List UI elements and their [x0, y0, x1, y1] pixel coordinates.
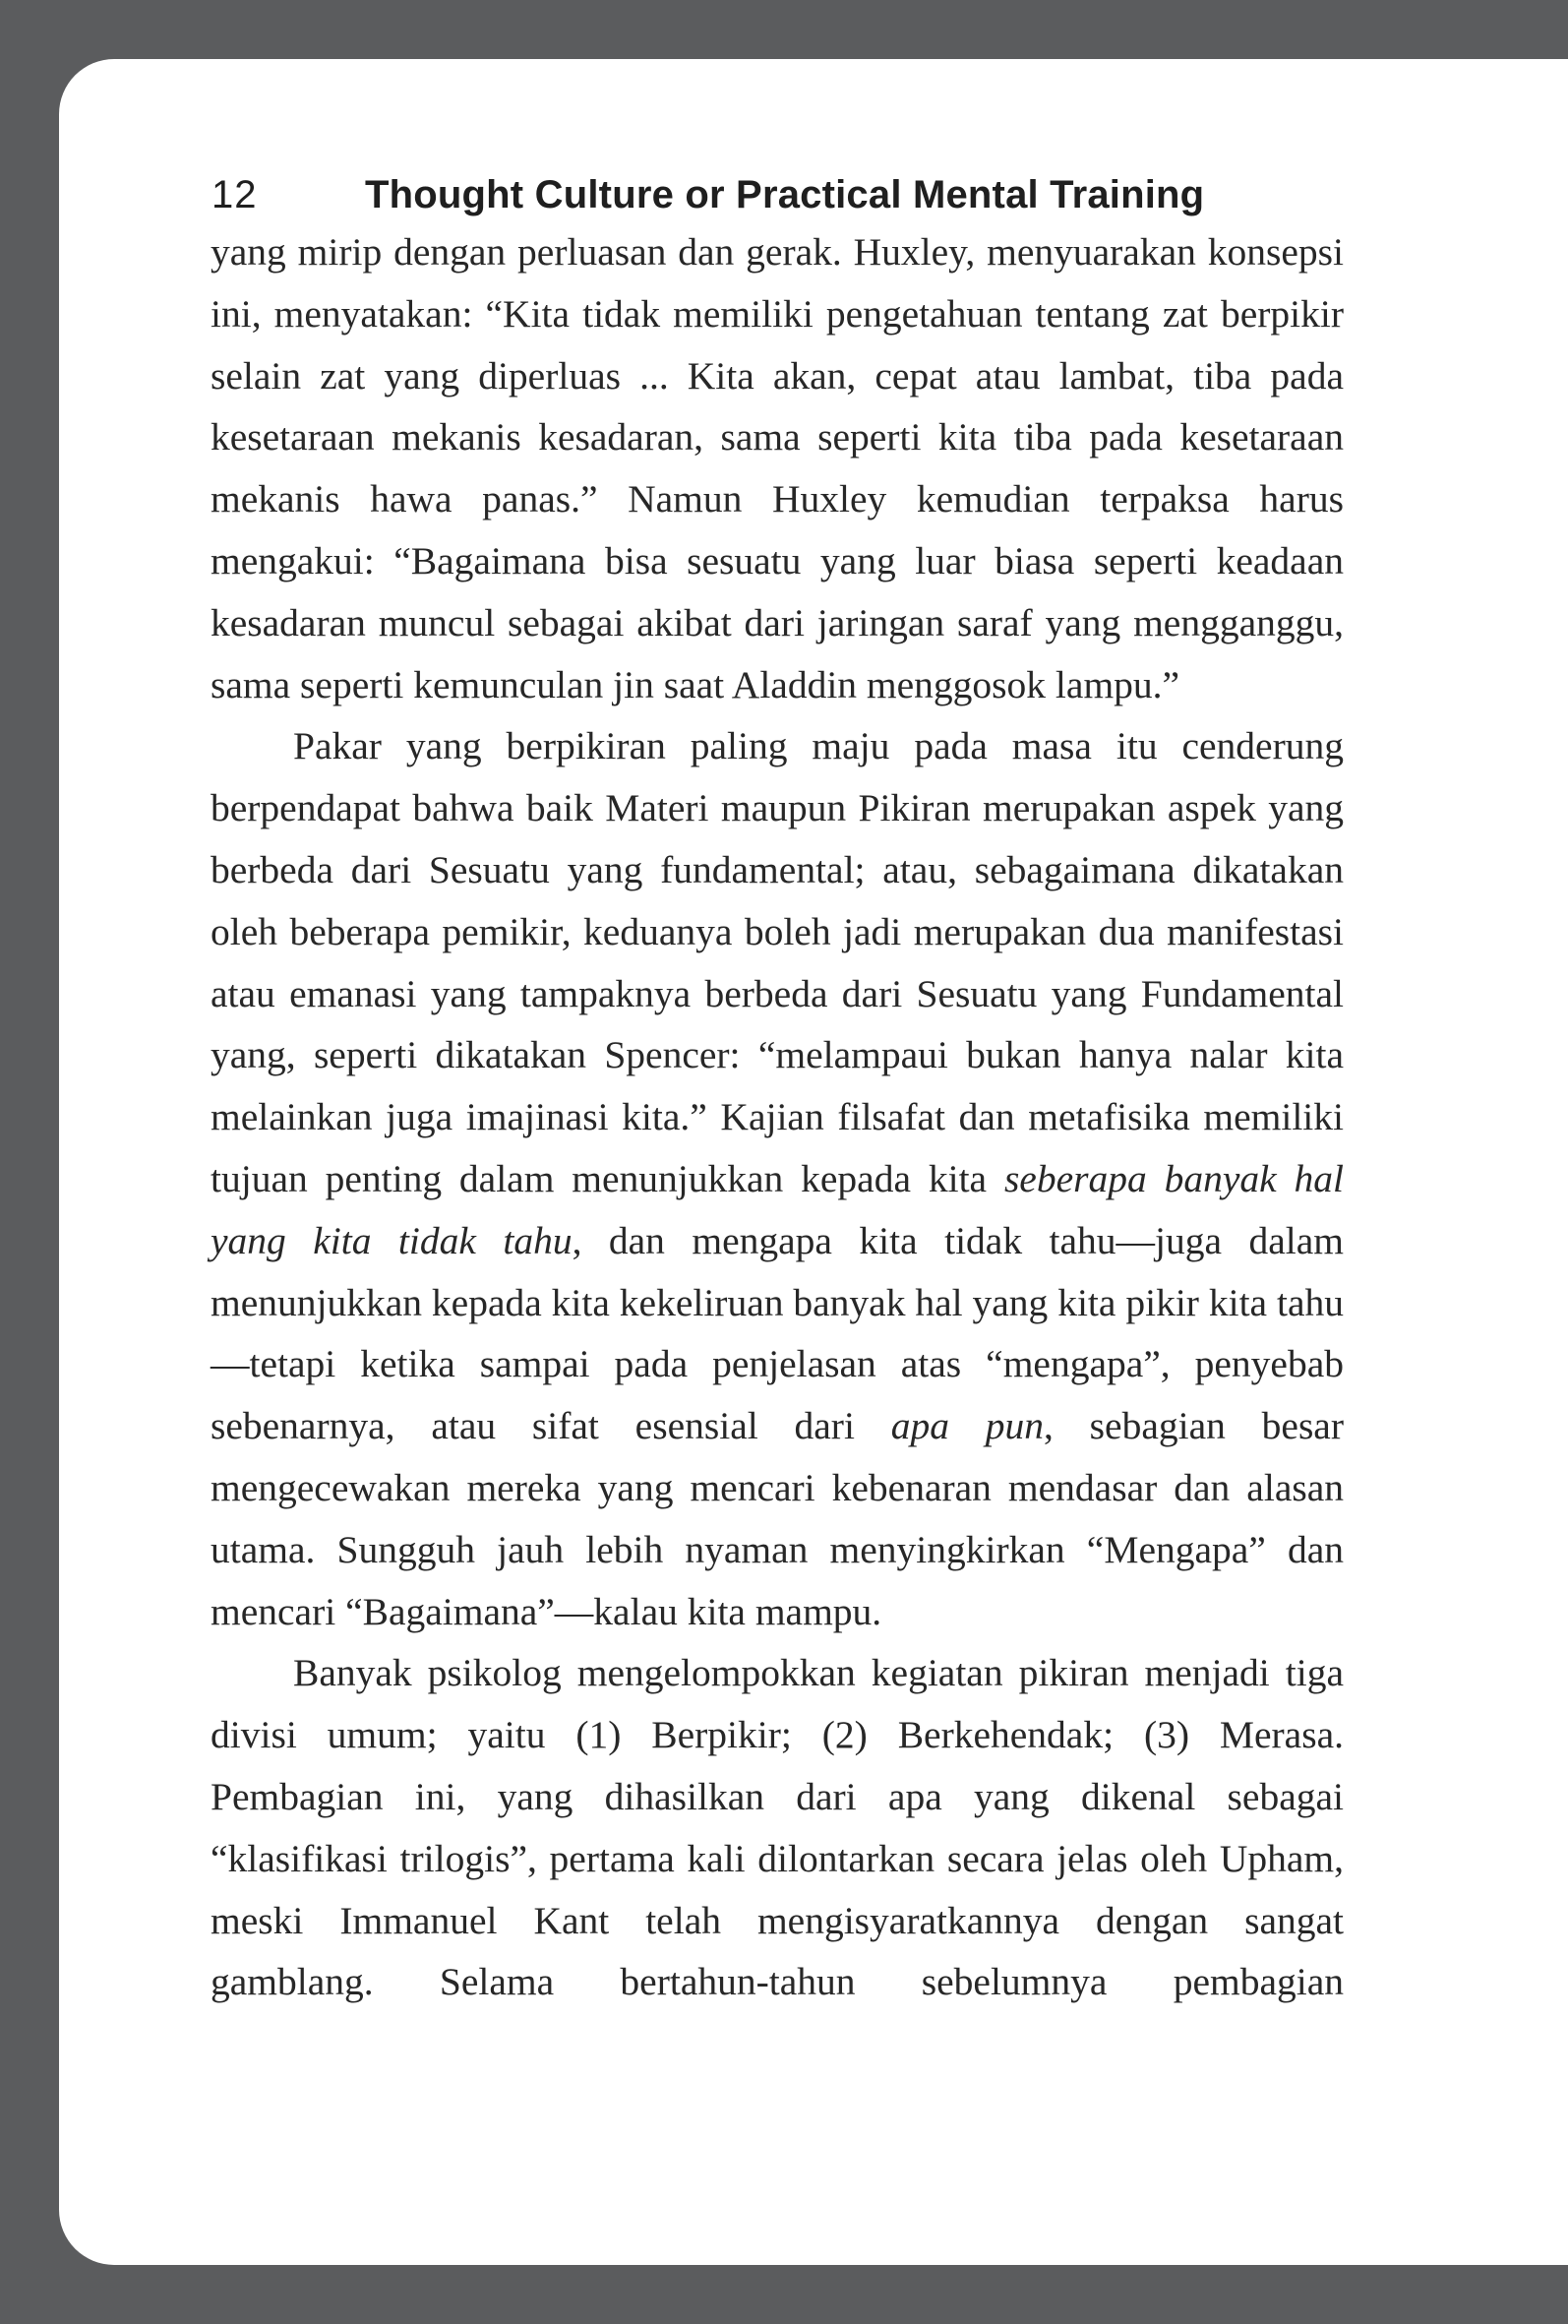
text-run: Pakar yang berpikiran paling maju pada masa itu cenderung berpendapat bahwa baik Materi maupun Pikiran merupakan aspek yang berbeda dari Sesuatu yang fundamental; atau, sebagaimana dikatakan oleh beberapa pemikir, keduanya boleh jadi merupakan dua manifestasi atau emanasi yang tampaknya berbeda dari Sesuatu yang Fundamental yang, seperti dikatakan Spencer: “melampaui bukan hanya nalar kita melainkan juga imajinasi kita.” Kajian filsafat dan metafisika memiliki tujuan penting dalam menunjukkan kepada kita: [211, 724, 1344, 1200]
text-run: Banyak psikolog mengelompokkan kegiatan pikiran menjadi tiga divisi umum; yaitu (1) Berpikir; (2) Berkehendak; (3) Merasa. Pembagian ini, yang dihasilkan dari apa yang dikenal sebagai “klasifikasi trilogis”, pertama kali dilontarkan secara jelas oleh Upham, meski Immanuel Kant telah mengisyaratkannya dengan sangat gamblang. Selama bertahun-tahun sebelumnya pembagian: [211, 1651, 1344, 2004]
book-page: [59, 59, 1568, 2265]
page-header: [211, 165, 1204, 224]
italic-text-run: seberapa banyak hal yang kita tidak tahu: [211, 1156, 1344, 1262]
paragraph-klasifikasi: [211, 1642, 1344, 2013]
text-run: , sebagian besar mengecewakan mereka yang mencari kebenaran mendasar dan alasan utama. Sungguh jauh lebih nyaman menyingkirkan “Mengapa” dan mencari “Bagaimana”—kalau kita mampu.: [211, 1404, 1344, 1633]
paragraph-huxley: [211, 221, 1344, 715]
italic-text-run: apa pun: [890, 1404, 1045, 1448]
body-text: [211, 221, 1344, 2013]
paragraph-materi-pikiran: [211, 715, 1344, 1642]
running-title: Thought Culture or Practical Mental Training: [365, 172, 1205, 216]
text-run: , dan mengapa kita tidak tahu—juga dalam menunjukkan kepada kita kekeliruan banyak hal yang kita pikir kita tahu—tetapi ketika sampai pada penjelasan atas “mengapa”, penyebab sebenarnya, atau sifat esensial dari: [211, 1218, 1345, 1448]
text-run: yang mirip dengan perluasan dan gerak. Huxley, menyuarakan konsepsi ini, menyatakan: “Kita tidak memiliki pengetahuan tentang zat berpikir selain zat yang diperluas ... Kita akan, cepat atau lambat, tiba pada kesetaraan mekanis kesadaran, sama seperti kita tiba pada kesetaraan mekanis hawa panas.” Namun Huxley kemudian terpaksa harus mengakui: “Bagaimana bisa sesuatu yang luar biasa seperti keadaan kesadaran muncul sebagai akibat dari jaringan saraf yang mengganggu, sama seperti kemunculan jin saat Aladdin menggosok lampu.”: [211, 230, 1344, 706]
page-number: 12: [211, 172, 258, 216]
